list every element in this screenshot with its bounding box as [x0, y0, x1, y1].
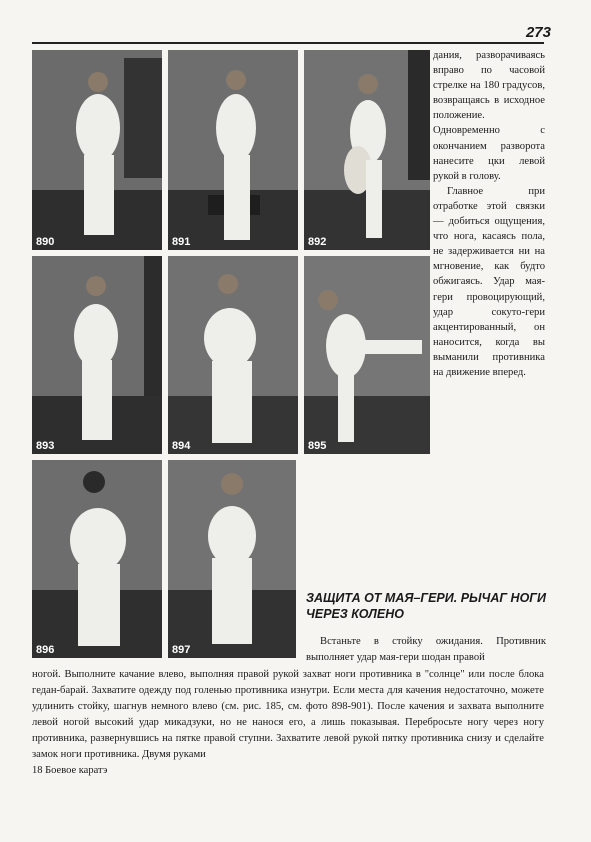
- photo-892: [304, 50, 430, 250]
- section-body: ногой. Выполните качание влево, выполняя правой рукой захват ноги противника в "солнце" или после блока гедан-барай. Захватите одежду под голенью противника изнутри. Если места для качения недостаточно, можете удлинить стойку, шагнув немного влево (см. рис. 185, см. фото 898-901). После качения и захвата выполните левой ногой высокий удар микадзуки, но не нанося его, а лишь показывая. Перебросьте ногу через ногу противника, развернувшись на пятке правой ступни. Захватите левой рукой пятку противника снизу и сделайте замок ноги противника. Двумя руками: [32, 669, 544, 761]
- photo-894: [168, 256, 298, 454]
- photo-890: [32, 50, 162, 250]
- karate-figure-image: [304, 50, 430, 250]
- photo-label: 891: [172, 236, 191, 248]
- photo-label: 892: [308, 236, 327, 248]
- photo-label: 897: [172, 644, 191, 656]
- photo-896: [32, 460, 162, 658]
- karate-figure-image: [32, 50, 162, 250]
- photo-893: [32, 256, 162, 454]
- section-title: ЗАЩИТА ОТ МАЯ–ГЕРИ. РЫЧАГ НОГИ ЧЕРЕЗ КОЛЕНО: [306, 591, 546, 621]
- photo-label: 894: [172, 440, 191, 452]
- karate-figure-image: [168, 256, 298, 454]
- photo-label: 895: [308, 440, 327, 452]
- photo-label: 896: [36, 644, 55, 656]
- karate-figure-image: [304, 256, 430, 454]
- section-intro: Встаньте в стойку ожидания. Противник выполняет удар мая-гери шодан правой: [306, 636, 546, 663]
- photo-label: 893: [36, 440, 55, 452]
- side-paragraph: дания, разворачиваясь вправо по часовой стрелке на 180 градусов, возвращаясь в исходное положение. Одновременно с окончанием разворота нанесите цки левой рукой в голову.: [433, 50, 545, 182]
- photo-label: 890: [36, 236, 55, 248]
- side-paragraph: Главное при отработке этой связки — добиться ощущения, что нога, касаясь пола, не задерживается ни на мгновение, как будто обжигаясь. Удар мая-гери провоцирующий, удар сокуто-гери акцентированный, он наносится, когда вы выманили противника на движение вперед.: [433, 185, 545, 378]
- karate-figure-image: [32, 256, 162, 454]
- photo-897: [168, 460, 296, 658]
- side-column-text: [433, 48, 545, 380]
- karate-figure-image: [168, 50, 298, 250]
- karate-figure-image: [32, 460, 162, 658]
- page-footer: 18 Боевое каратэ: [32, 765, 108, 776]
- photo-895: [304, 256, 430, 454]
- header-rule: [32, 42, 544, 44]
- karate-figure-image: [168, 460, 296, 658]
- page-number: 273: [525, 24, 551, 41]
- photo-891: [168, 50, 298, 250]
